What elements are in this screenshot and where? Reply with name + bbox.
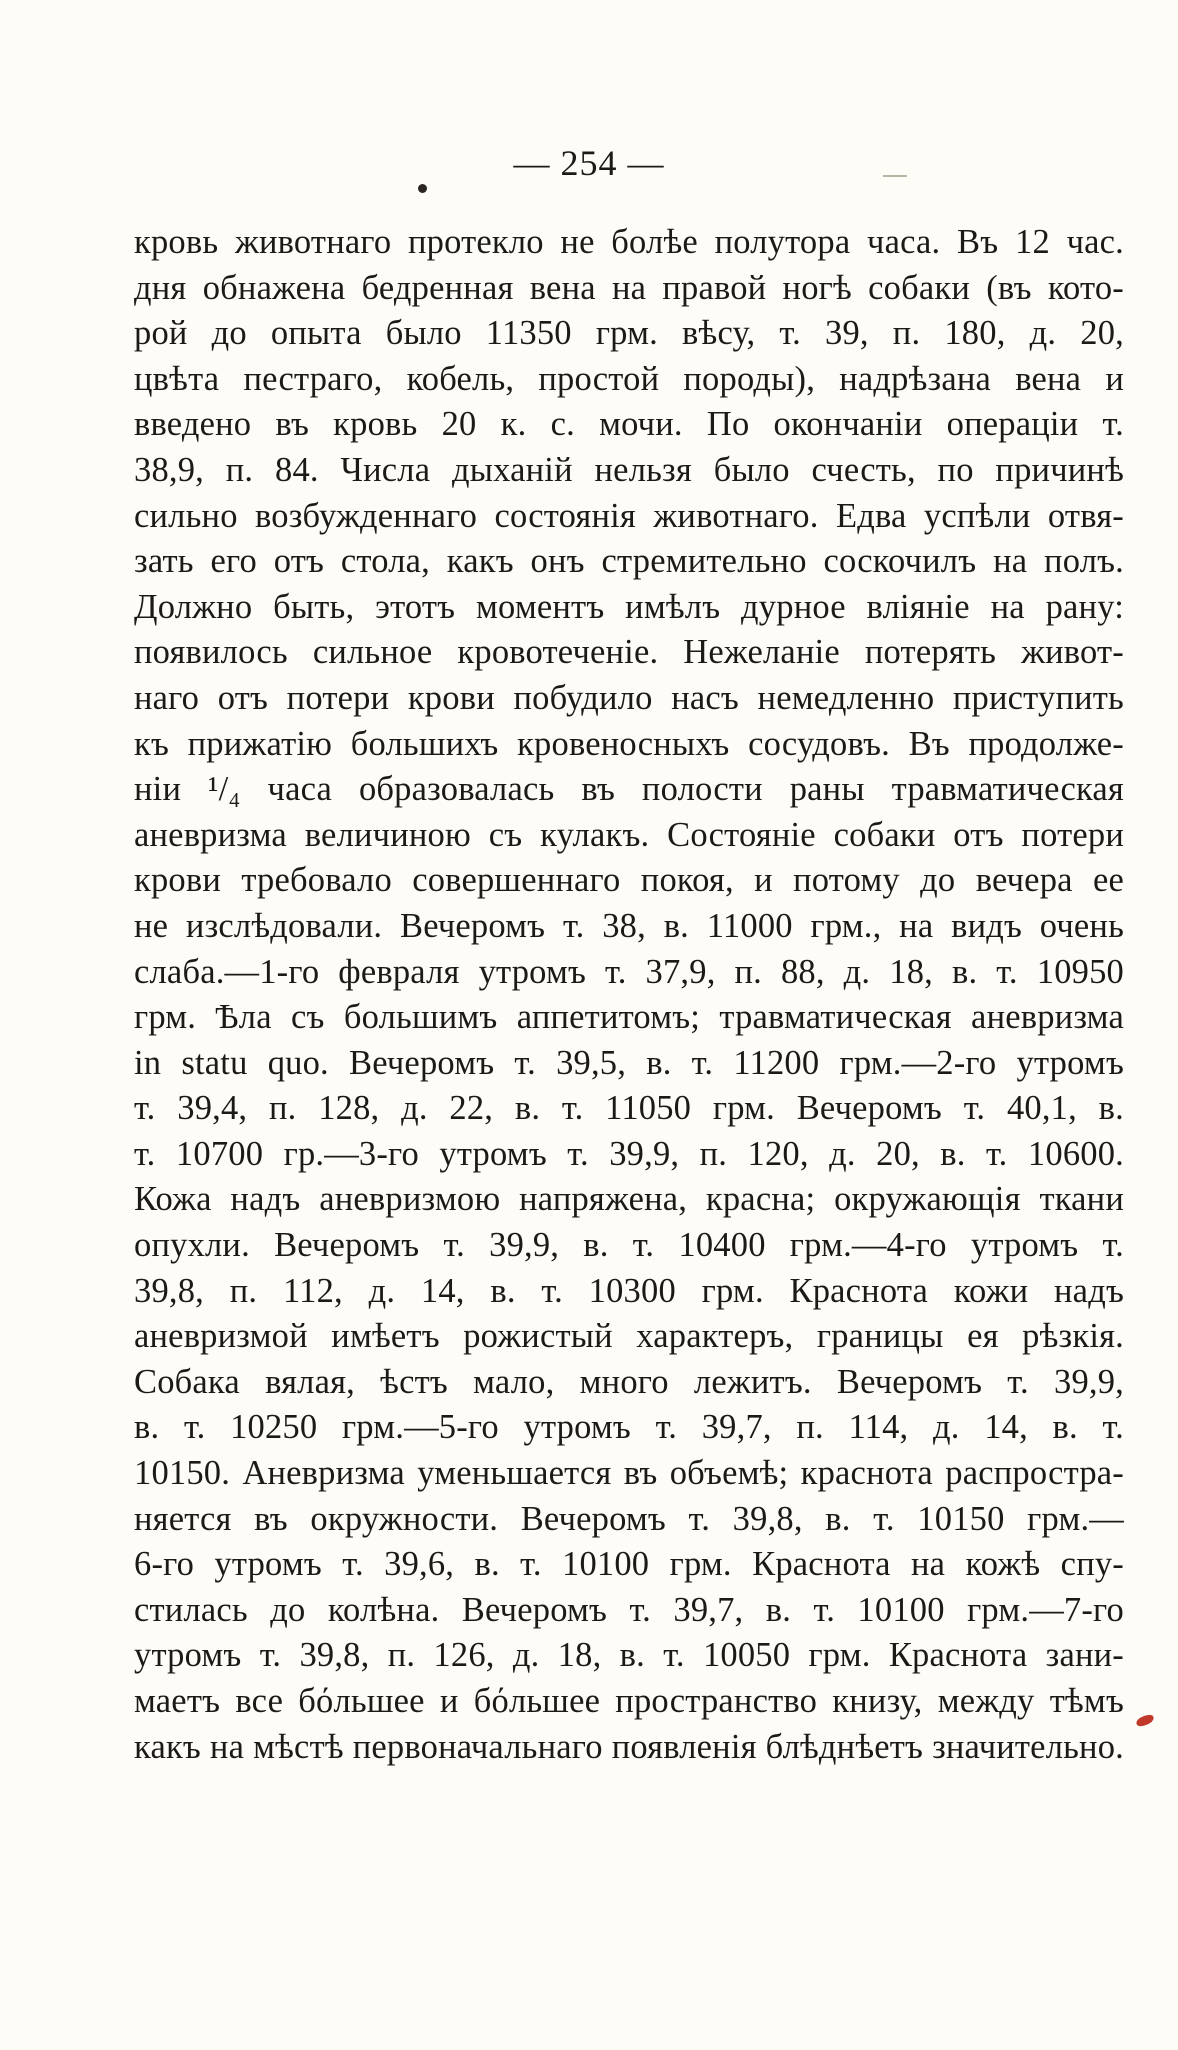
ink-dot-mark [418, 184, 427, 193]
text-line: кровь животнаго протекло не болѣе полутора часа. Въ 12 час. [134, 223, 1124, 261]
text-line: т. 10700 гр.—3-го утромъ т. 39,9, п. 120, д. 20, в. т. 10600. [134, 1134, 1124, 1173]
text-line: грм. Ѣла съ большимъ аппетитомъ; травматическая аневризма [134, 998, 1124, 1037]
text-line: къ прижатію большихъ кровеносныхъ сосудовъ. Въ продолже- [134, 724, 1124, 763]
text-line: рой до опыта было 11350 грм. вѣсу, т. 39, п. 180, д. 20, [134, 314, 1124, 353]
text-line: ніи ¹/₄ часа образовалась въ полости раны травматическая [134, 770, 1124, 809]
text-line: сильно возбужденнаго состоянія животнаго. Едва успѣли отвя- [134, 496, 1124, 535]
text-line: 6-го утромъ т. 39,6, в. т. 10100 грм. Краснота на кожѣ спу- [134, 1545, 1124, 1584]
text-line: Собака вялая, ѣстъ мало, много лежитъ. Вечеромъ т. 39,9, [134, 1362, 1124, 1401]
text-line: цвѣта пестраго, кобель, простой породы), надрѣзана вена и [134, 359, 1124, 398]
text-line: 38,9, п. 84. Числа дыханій нельзя было счесть, по причинѣ [134, 450, 1124, 489]
text-line: 39,8, п. 112, д. 14, в. т. 10300 грм. Краснота кожи надъ [134, 1271, 1124, 1310]
text-line: появилось сильное кровотеченіе. Нежеланіе потерять живот- [134, 633, 1124, 672]
text-line: в. т. 10250 грм.—5-го утромъ т. 39,7, п. 114, д. 14, в. т. [134, 1408, 1124, 1447]
text-line: маетъ все бόльшее и бόльшее пространство книзу, между тѣмъ [134, 1682, 1124, 1720]
text-line: Должно быть, этотъ моментъ имѣлъ дурное вліяніе на рану: [134, 587, 1124, 626]
text-line: какъ на мѣстѣ первоначальнаго появленія блѣднѣетъ значительно. [134, 1727, 1124, 1766]
text-line: крови требовало совершеннаго покоя, и потому до вечера ее [134, 861, 1124, 900]
text-line: зать его отъ стола, какъ онъ стремительно соскочилъ на полъ. [134, 542, 1124, 581]
text-line: т. 39,4, п. 128, д. 22, в. т. 11050 грм. Вечеромъ т. 40,1, в. [134, 1089, 1124, 1128]
text-line: стилась до колѣна. Вечеромъ т. 39,7, в. т. 10100 грм.—7-го [134, 1590, 1124, 1629]
text-line: слаба.—1-го февраля утромъ т. 37,9, п. 88, д. 18, в. т. 10950 [134, 952, 1124, 991]
text-line: наго отъ потери крови побудило насъ немедленно приступить [134, 678, 1124, 717]
text-line: in statu quo. Вечеромъ т. 39,5, в. т. 11200 грм.—2-го утромъ [134, 1043, 1124, 1082]
text-line: дня обнажена бедренная вена на правой ногѣ собаки (въ кото- [134, 268, 1124, 307]
body-text [134, 220, 1124, 1770]
red-ink-mark [1135, 1713, 1155, 1728]
text-line: 10150. Аневризма уменьшается въ объемѣ; краснота распростра- [134, 1454, 1124, 1493]
text-line: няется въ окружности. Вечеромъ т. 39,8, в. т. 10150 грм.— [134, 1499, 1124, 1538]
text-line: введено въ кровь 20 к. с. мочи. По окончаніи операціи т. [134, 405, 1124, 444]
text-line: Кожа надъ аневризмою напряжена, красна; окружающія ткани [134, 1180, 1124, 1219]
text-line: не изслѣдовали. Вечеромъ т. 38, в. 11000 грм., на видъ очень [134, 906, 1124, 945]
text-line: опухли. Вечеромъ т. 39,9, в. т. 10400 грм.—4-го утромъ т. [134, 1226, 1124, 1265]
page-number: — 254 — [513, 143, 665, 183]
text-line: утромъ т. 39,8, п. 126, д. 18, в. т. 10050 грм. Краснота зани- [134, 1636, 1124, 1675]
text-line: аневризма величиною съ кулакъ. Состояніе собаки отъ потери [134, 815, 1124, 854]
text-line: аневризмой имѣетъ рожистый характеръ, границы ея рѣзкія. [134, 1317, 1124, 1356]
